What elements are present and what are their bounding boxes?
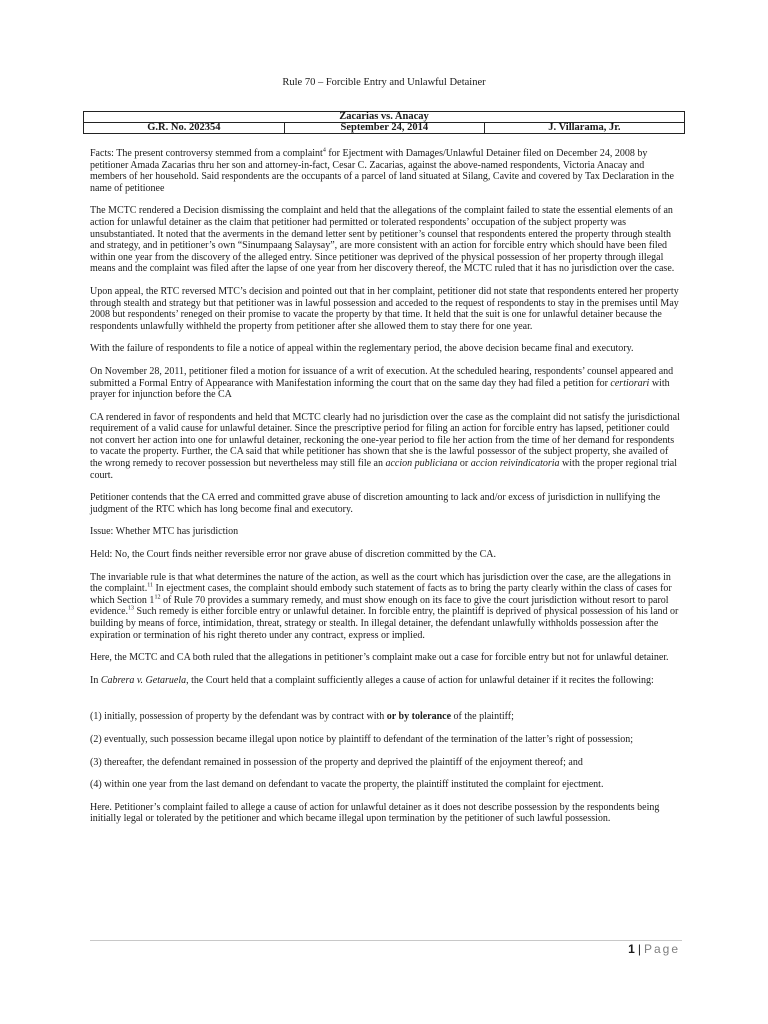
document-title: Rule 70 – Forcible Entry and Unlawful Detainer: [282, 77, 486, 88]
paragraph-cabrera-case: In Cabrera v. Getaruela, the Court held that a complaint sufficiently alleges a cause of action for unlawful detainer if it recites the following:: [90, 674, 654, 686]
case-date: September 24, 2014: [284, 123, 484, 134]
list-item-1: (1) initially, possession of property by the defendant was by contract with or by tolerance of the plaintiff;: [90, 711, 514, 723]
footer-divider: [90, 940, 682, 941]
document-body: [90, 148, 682, 836]
paragraph-mctc-decision: The MCTC rendered a Decision dismissing the complaint and held that the allegations of the complaint failed to state the essential elements of an action for unlawful detainer as the claim that petitioner had permitted or tolerated respondents’ occupation of the subject property was unsubstantiated. It noted that the averments in the demand letter sent by petitioner’s counsel that respondents entered the property through stealth and strategy, and in petitioner’s own “Sinumpaang Salaysay”, are more consistent with an action for forcible entry which should have been filed within one year from the discovery of the alleged entry. Since petitioner was deprived of the physical possession of her property through illegal means and the complaint was filed after the lapse of one year from her discovery thereof, the MCTC ruled that it has no jurisdiction over the case.: [90, 205, 675, 275]
paragraph-held: Held: No, the Court finds neither reversible error nor grave abuse of discretion committed by the CA.: [90, 549, 496, 561]
list-item-3: (3) thereafter, the defendant remained in possession of the property and deprived the plaintiff of the enjoyment thereof; and: [90, 756, 583, 768]
paragraph-facts: Facts: The present controversy stemmed from a complaint$^4$ for Ejectment with Damages/Unlawful Detainer filed on December 24, 2008 by petitioner Amada Zacarias thru her son and attorney-in-fact, Cesar C. Zacarias, against the above-named respondents, Victoria Anacay and members of her household. Said respondents are the occupants of a parcel of land situated at Silang, Cavite and covered by Tax Declaration in the name of petitionee: [90, 147, 674, 194]
paragraph-rtc-appeal: Upon appeal, the RTC reversed MTC’s decision and pointed out that in her complaint, petitioner did not state that respondents entered her property through stealth and strategy but that petitioner was in lawful possession and acceded to the request of respondents to stay in the premises until May 2008 but respondents’ reneged on their promise to vacate the property by that time. It held that the suit is one for unlawful detainer because the respondents unlawfully withheld the property from petitioner after she allowed them to stay there for one year.: [90, 285, 679, 332]
case-gr-number: G.R. No. 202354: [84, 123, 285, 134]
page-number: 1: [628, 942, 635, 956]
paragraph-petitioner-contention: Petitioner contends that the CA erred and committed grave abuse of discretion amounting to lack and/or excess of jurisdiction in nullifying the judgment of the RTC which has long become final and executory.: [90, 492, 661, 515]
paragraph-issue: Issue: Whether MTC has jurisdiction: [90, 526, 239, 538]
page-label: Page: [643, 942, 680, 956]
page-separator: |: [637, 942, 641, 956]
page-number-footer: [628, 942, 680, 956]
case-name: Zacarias vs. Anacay: [84, 112, 685, 123]
paragraph-invariable-rule: The invariable rule is that what determines the nature of the action, as well as the court which has jurisdiction over the case, are the allegations in the complaint.$^{11}$ In ejectment cases, the complaint should embody such statement of facts as to bring the party clearly within the class of cases for which Section $1^{12}$ of Rule 70 provides a summary remedy, and must show enough on its face to give the court jurisdiction without resort to parol evidence.$^{13}$ Such remedy is either forcible entry or unlawful detainer. In forcible entry, the plaintiff is deprived of physical possession of his land or building by means of force, intimidation, threat, strategy or stealth. In illegal detainer, the defendant unlawfully withholds possession after the expiration or termination of his right thereto under any contract, express or implied.: [90, 571, 679, 641]
list-item-4: (4) within one year from the last demand on defendant to vacate the property, the plaintiff instituted the complaint for ejectment.: [90, 779, 604, 791]
list-item-2: (2) eventually, such possession became illegal upon notice by plaintiff to defendant of the termination of the latter’s right of possession;: [90, 733, 634, 745]
paragraph-conclusion: Here. Petitioner’s complaint failed to allege a cause of action for unlawful detainer as it does not describe possession by the respondents being initially legal or tolerated by the petitioner and which became illegal upon termination by the petitioner of such lawful possession.: [90, 801, 660, 825]
paragraph-lower-courts-ruling: Here, the MCTC and CA both ruled that the allegations in petitioner’s complaint make out a case for forcible entry but not for unlawful detainer.: [90, 652, 669, 664]
case-ponente: J. Villarama, Jr.: [484, 123, 684, 134]
case-info-table: [83, 111, 685, 134]
paragraph-ca-ruling: CA rendered in favor of respondents and held that MCTC clearly had no jurisdiction over the case as the complaint did not satisfy the jurisdictional requirement of a valid cause for unlawful detainer. Since the prescriptive period for filing an action for forcible entry has lapsed, petitioner could not convert her action into one for unlawful detainer, reckoning the one-year period to file her action from the time of her demand for respondents to vacate the property. Further, the CA said that while petitioner has shown that she is the lawful possessor of the subject property, she availed of the wrong remedy to recover possession but nevertheless may still file an accion publiciana or accion reivindicatoria with the proper regional trial court.: [90, 411, 680, 481]
paragraph-finality: With the failure of respondents to file a notice of appeal within the reglementary period, the above decision became final and executory.: [90, 343, 634, 355]
paragraph-writ-of-execution: On November 28, 2011, petitioner filed a motion for issuance of a writ of execution. At the scheduled hearing, respondents’ counsel appeared and submitted a Formal Entry of Appearance with Manifestation informing the court that on the same day they had filed a petition for certiorari with prayer for injunction before the CA: [90, 365, 674, 401]
